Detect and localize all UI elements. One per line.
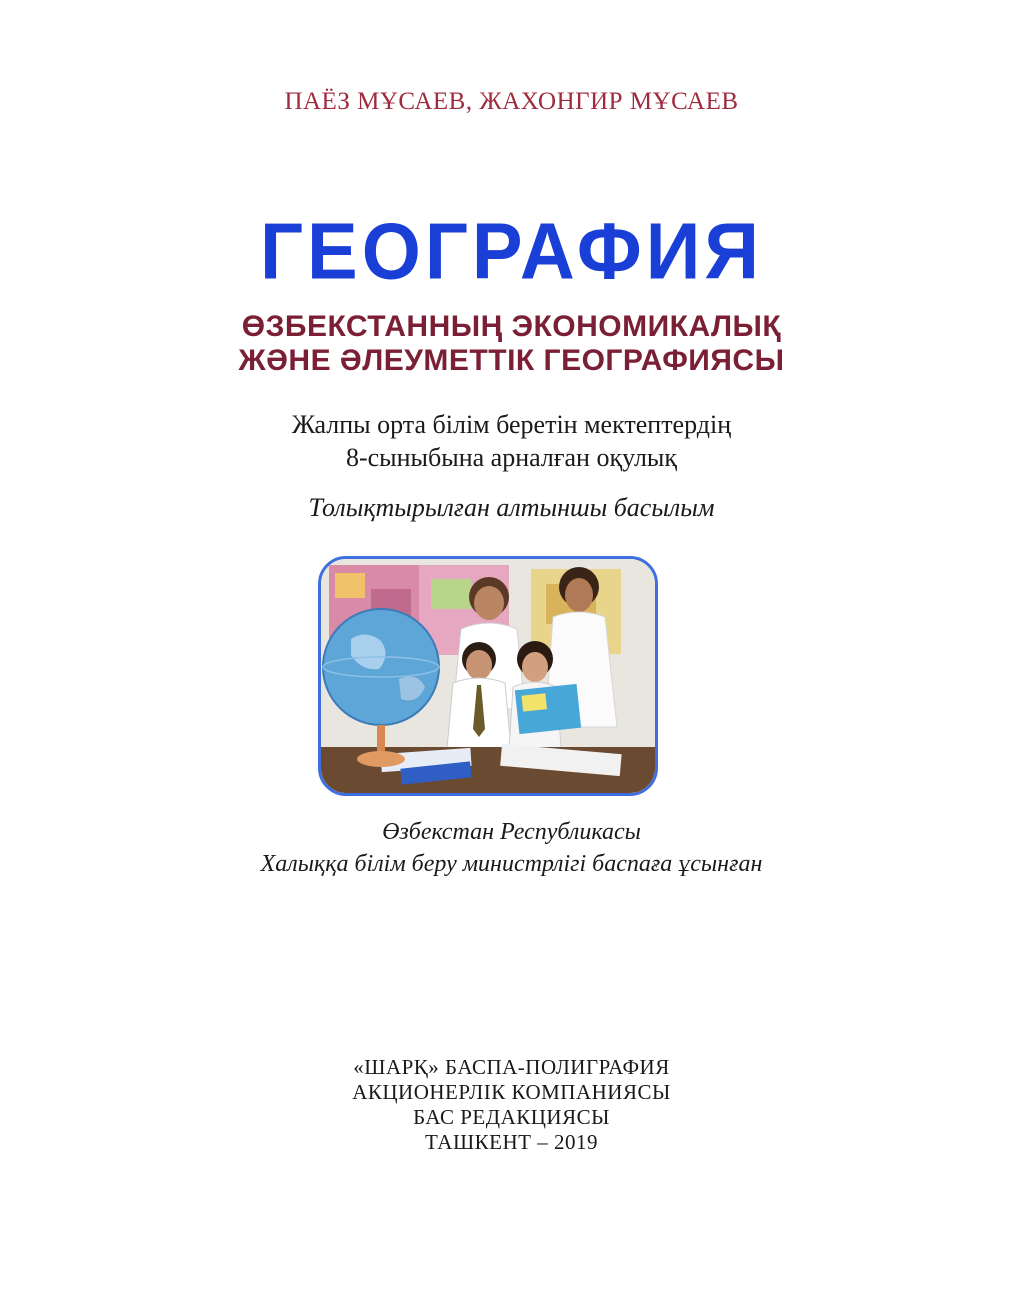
book-title: ГЕОГРАФИЯ [259, 206, 764, 297]
publisher-line: «ШАРҚ» БАСПА-ПОЛИГРАФИЯ [353, 1055, 670, 1079]
purpose-line: 8-сыныбына арналған оқулық [345, 443, 678, 472]
approval-line: Өзбекстан Республикасы [382, 819, 641, 845]
approval-text [0, 816, 1023, 880]
purpose-text [0, 408, 1023, 474]
subtitle-line: ӨЗБЕКСТАННЫҢ ЭКОНОМИКАЛЫҚ [241, 310, 782, 343]
students-with-globe-illustration [321, 559, 655, 793]
purpose-line: Жалпы орта білім беретін мектептердің [291, 410, 732, 439]
book-subtitle [0, 310, 1023, 378]
publisher-line: АКЦИОНЕРЛІК КОМПАНИЯСЫ [352, 1080, 671, 1104]
authors: ПАЁЗ МҰСАЕВ, ЖАХОНГИР МҰСАЕВ [284, 88, 739, 115]
subtitle-line: ЖӘНЕ ӘЛЕУМЕТТІК ГЕОГРАФИЯСЫ [238, 344, 785, 377]
cover-photo [318, 556, 658, 796]
publisher-block [0, 1055, 1023, 1155]
edition-text: Толықтырылған алтыншы басылым [308, 493, 715, 522]
publisher-line: БАС РЕДАКЦИЯСЫ [413, 1105, 610, 1129]
publisher-line: ТАШКЕНТ – 2019 [425, 1130, 598, 1154]
approval-line: Халыққа білім беру министрлігі баспаға ұсынған [260, 851, 763, 877]
